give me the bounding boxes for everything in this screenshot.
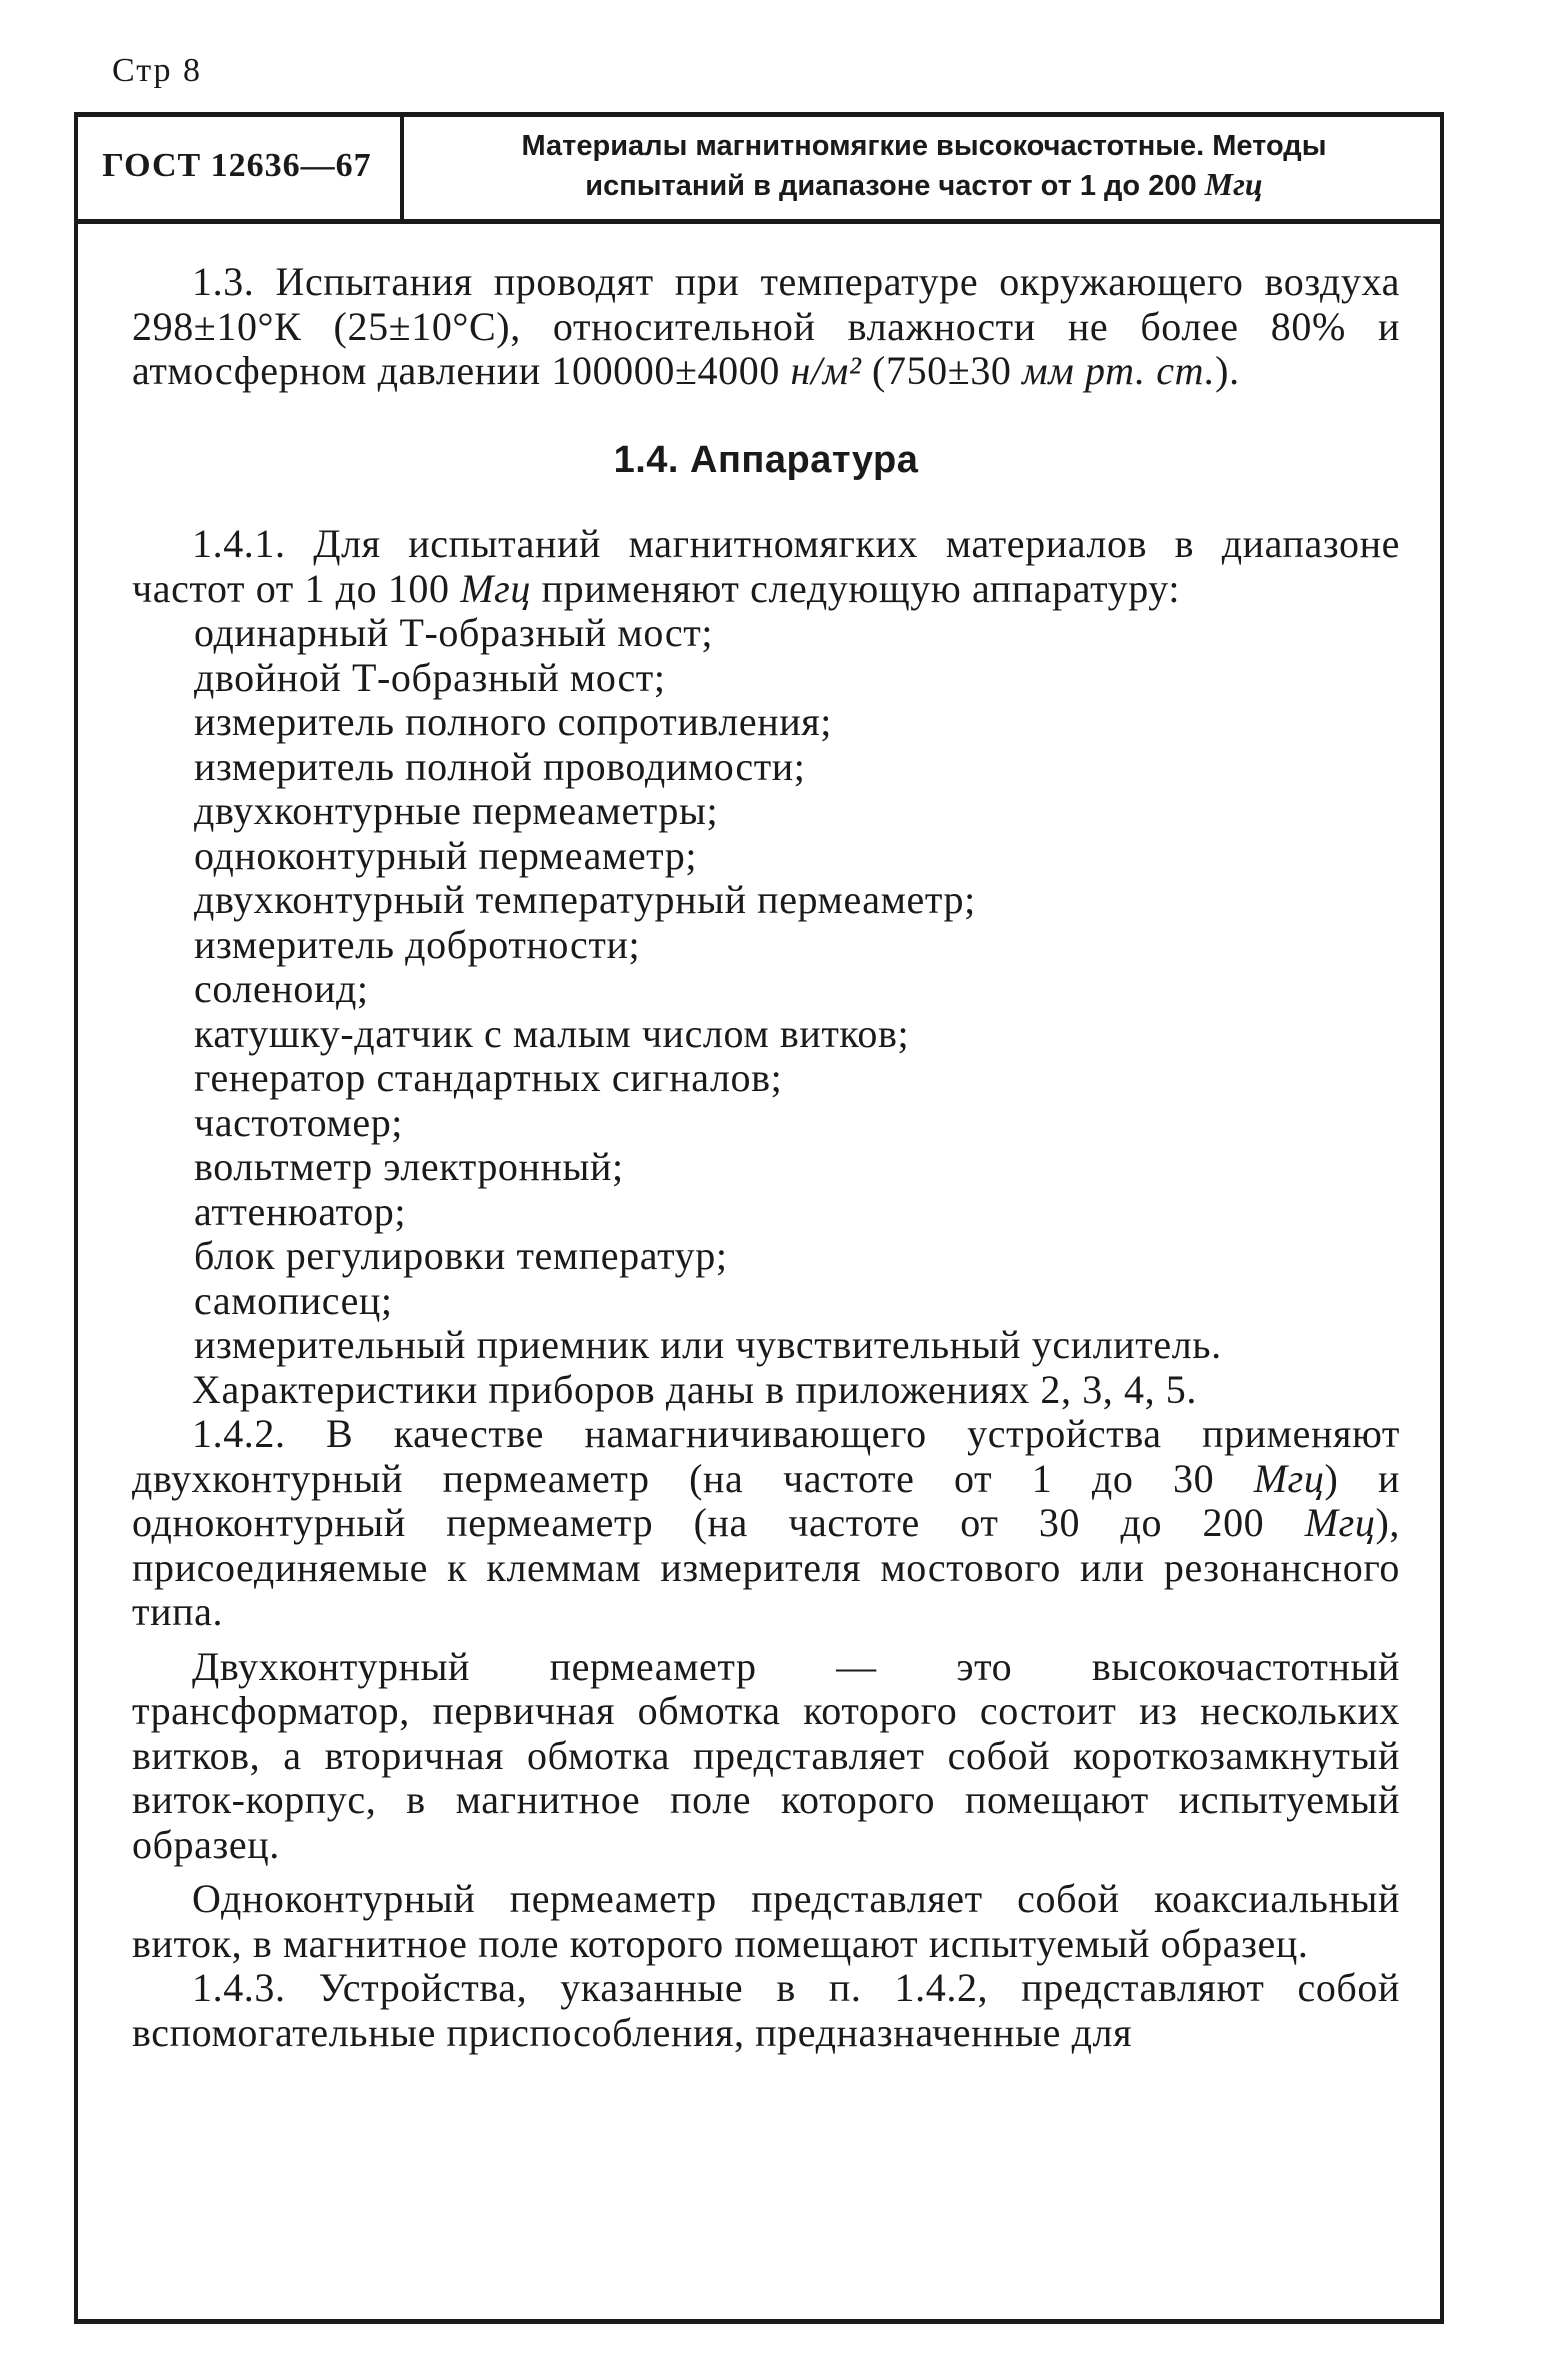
paragraph-1-4-2-text: 1.4.2. В качестве намагничивающего устройства применяют двухконтурный пермеаметр (на частоте от 1 до 30 — [132, 1411, 1400, 1501]
list-item: генератор стандартных сигналов; — [194, 1055, 783, 1100]
list-item: двойной Т-образный мост; — [194, 654, 666, 700]
document-body — [132, 260, 1400, 2055]
unit-mhz: Мгц — [1304, 1500, 1376, 1545]
equipment-list — [132, 611, 1400, 1368]
list-item: измеритель полной проводимости; — [194, 743, 806, 789]
unit-mhz: Мгц — [1253, 1455, 1325, 1501]
standard-title-unit: Мгц — [1204, 165, 1263, 202]
paragraph-1-3-text-3: ). — [1215, 348, 1240, 393]
paragraph-characteristics: Характеристики приборов даны в приложениях 2, 3, 4, 5. — [192, 1366, 1197, 1412]
standard-code: ГОСТ 12636—67 — [74, 112, 404, 219]
list-item: самописец; — [194, 1277, 393, 1323]
section-title: 1.4. Аппаратура — [613, 438, 919, 481]
standard-title — [404, 112, 1444, 219]
standard-title-line2 — [585, 165, 1262, 205]
paragraph-two-contour: Двухконтурный пермеаметр — это высокочастотный трансформатор, первичная обмотка которого состоит из нескольких витков, а вторичная обмотка представляет собой короткозамкнутый виток-корпус, в магнитное поле которого помещают испытуемый образец. — [132, 1643, 1400, 1867]
list-item: двухконтурные пермеаметры; — [194, 788, 719, 833]
paragraph-1-3-text-2: (750±30 — [872, 348, 1012, 393]
paragraph-1-4-2 — [132, 1412, 1400, 1635]
unit-mhz: Мгц — [460, 565, 531, 611]
unit-pressure-mmhg: мм рт. ст. — [1022, 348, 1216, 393]
list-item: аттенюатор; — [194, 1188, 407, 1234]
paragraph-one-contour: Одноконтурный пермеаметр представляет собой коаксиальный виток, в магнитное поле которого помещают испытуемый образец. — [132, 1876, 1400, 1966]
paragraph-1-4-3: 1.4.3. Устройства, указанные в п. 1.4.2, представляют собой вспомогательные приспособления, предназначенные для — [132, 1965, 1400, 2055]
paragraph-1-4-2-text-2: ) и одноконтурный пермеаметр (на частоте от 30 до 200 — [132, 1455, 1400, 1545]
list-item: измерительный приемник или чувствительный усилитель. — [194, 1322, 1222, 1367]
list-item: катушку-датчик с малым числом витков; — [194, 1010, 910, 1056]
list-item: соленоид; — [194, 966, 369, 1011]
document-header — [74, 112, 1444, 224]
paragraph-1-4-2-text-3: ), присоединяемые к клеммам измерителя мостового или резонансного типа. — [132, 1500, 1400, 1634]
list-item: одноконтурный пермеаметр; — [194, 832, 698, 878]
list-item: измеритель полного сопротивления; — [194, 699, 832, 744]
list-item: одинарный Т-образный мост; — [194, 610, 714, 655]
list-item: частотомер; — [194, 1099, 404, 1145]
paragraph-1-3-text: 1.3. Испытания проводят при температуре окружающего воздуха 298±10°К (25±10°С), относительной влажности не более 80% и атмосферном давлении 100000±4000 — [132, 259, 1400, 393]
paragraph-1-3 — [132, 260, 1400, 394]
list-item: измеритель добротности; — [194, 921, 641, 967]
page-number: Стр 8 — [112, 52, 203, 89]
list-item: вольтметр электронный; — [194, 1144, 624, 1189]
paragraph-1-4-1-text: 1.4.1. Для испытаний магнитномягких материалов в диапазоне частот от 1 до 100 — [132, 521, 1400, 611]
paragraph-1-4-1-text-2: применяют следующую аппаратуру: — [541, 565, 1181, 611]
standard-title-line1: Материалы магнитномягкие высокочастотные. Методы — [521, 129, 1327, 162]
unit-pressure-si: н/м² — [790, 348, 862, 393]
standard-title-line2-text: испытаний в диапазоне частот от 1 до 200 — [585, 169, 1197, 202]
paragraph-1-4-1 — [132, 522, 1400, 611]
list-item: двухконтурный температурный пермеаметр; — [194, 877, 976, 922]
list-item: блок регулировки температур; — [194, 1233, 728, 1278]
